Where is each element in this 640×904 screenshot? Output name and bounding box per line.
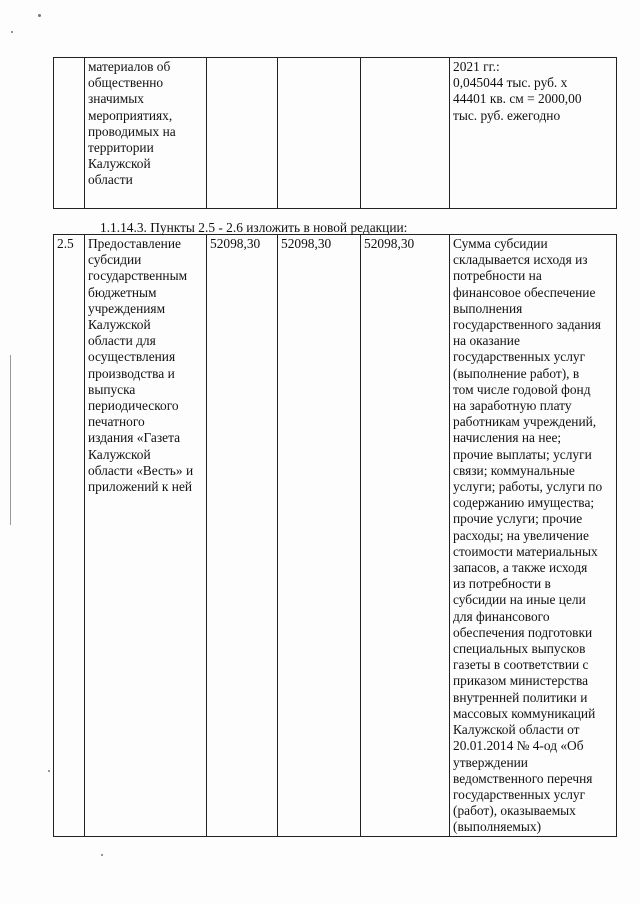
- cell-number: 2.5: [54, 235, 85, 837]
- cell-value-3: 52098,30: [361, 235, 450, 837]
- cell-name: материалов об общественно значимых мероприятиях, проводимых на территории Калужской области: [85, 58, 207, 209]
- scan-speck: [48, 770, 50, 772]
- scan-speck: [38, 14, 41, 17]
- cell-note: 2021 гг.: 0,045044 тыс. руб. х 44401 кв. см = 2000,00 тыс. руб. ежегодно: [450, 58, 617, 209]
- continued-table: [53, 57, 617, 209]
- section-heading: 1.1.14.3. Пункты 2.5 - 2.6 изложить в новой редакции:: [100, 220, 408, 235]
- table-row: [54, 58, 617, 209]
- cell-value-2: 52098,30: [278, 235, 361, 837]
- scan-speck: [11, 31, 13, 33]
- cell-value-2: [278, 58, 361, 209]
- cell-number: [54, 58, 85, 209]
- cell-name: Предоставление субсидии государственным бюджетным учреждениям Калужской области для осуществления производства и выпуска периодического печатного издания «Газета Калужской области «Весть» и приложений к ней: [85, 235, 207, 837]
- cell-value-3: [361, 58, 450, 209]
- cell-value-1: [207, 58, 278, 209]
- table-row: [54, 235, 617, 837]
- scan-edge-line: [10, 355, 11, 525]
- cell-value-1: 52098,30: [207, 235, 278, 837]
- cell-note: Сумма субсидии складывается исходя из потребности на финансовое обеспечение выполнения государственного задания на оказание государственных услуг (выполнение работ), в том числе годовой фонд на заработную плату работникам учреждений, начисления на нее; прочие выплаты; услуги связи; коммунальные услуги; работы, услуги по содержанию имущества; прочие услуги; прочие расходы; на увеличение стоимости материальных запасов, а также исходя из потребности в субсидии на иные цели для финансового обеспечения подготовки специальных выпусков газеты в соответствии с приказом министерства внутренней политики и массовых коммуникаций Калужской области от 20.01.2014 № 4-од «Об утверждении ведомственного перечня государственных услуг (работ), оказываемых (выполняемых): [450, 235, 617, 837]
- scan-speck: [101, 854, 103, 856]
- main-table: [53, 234, 617, 837]
